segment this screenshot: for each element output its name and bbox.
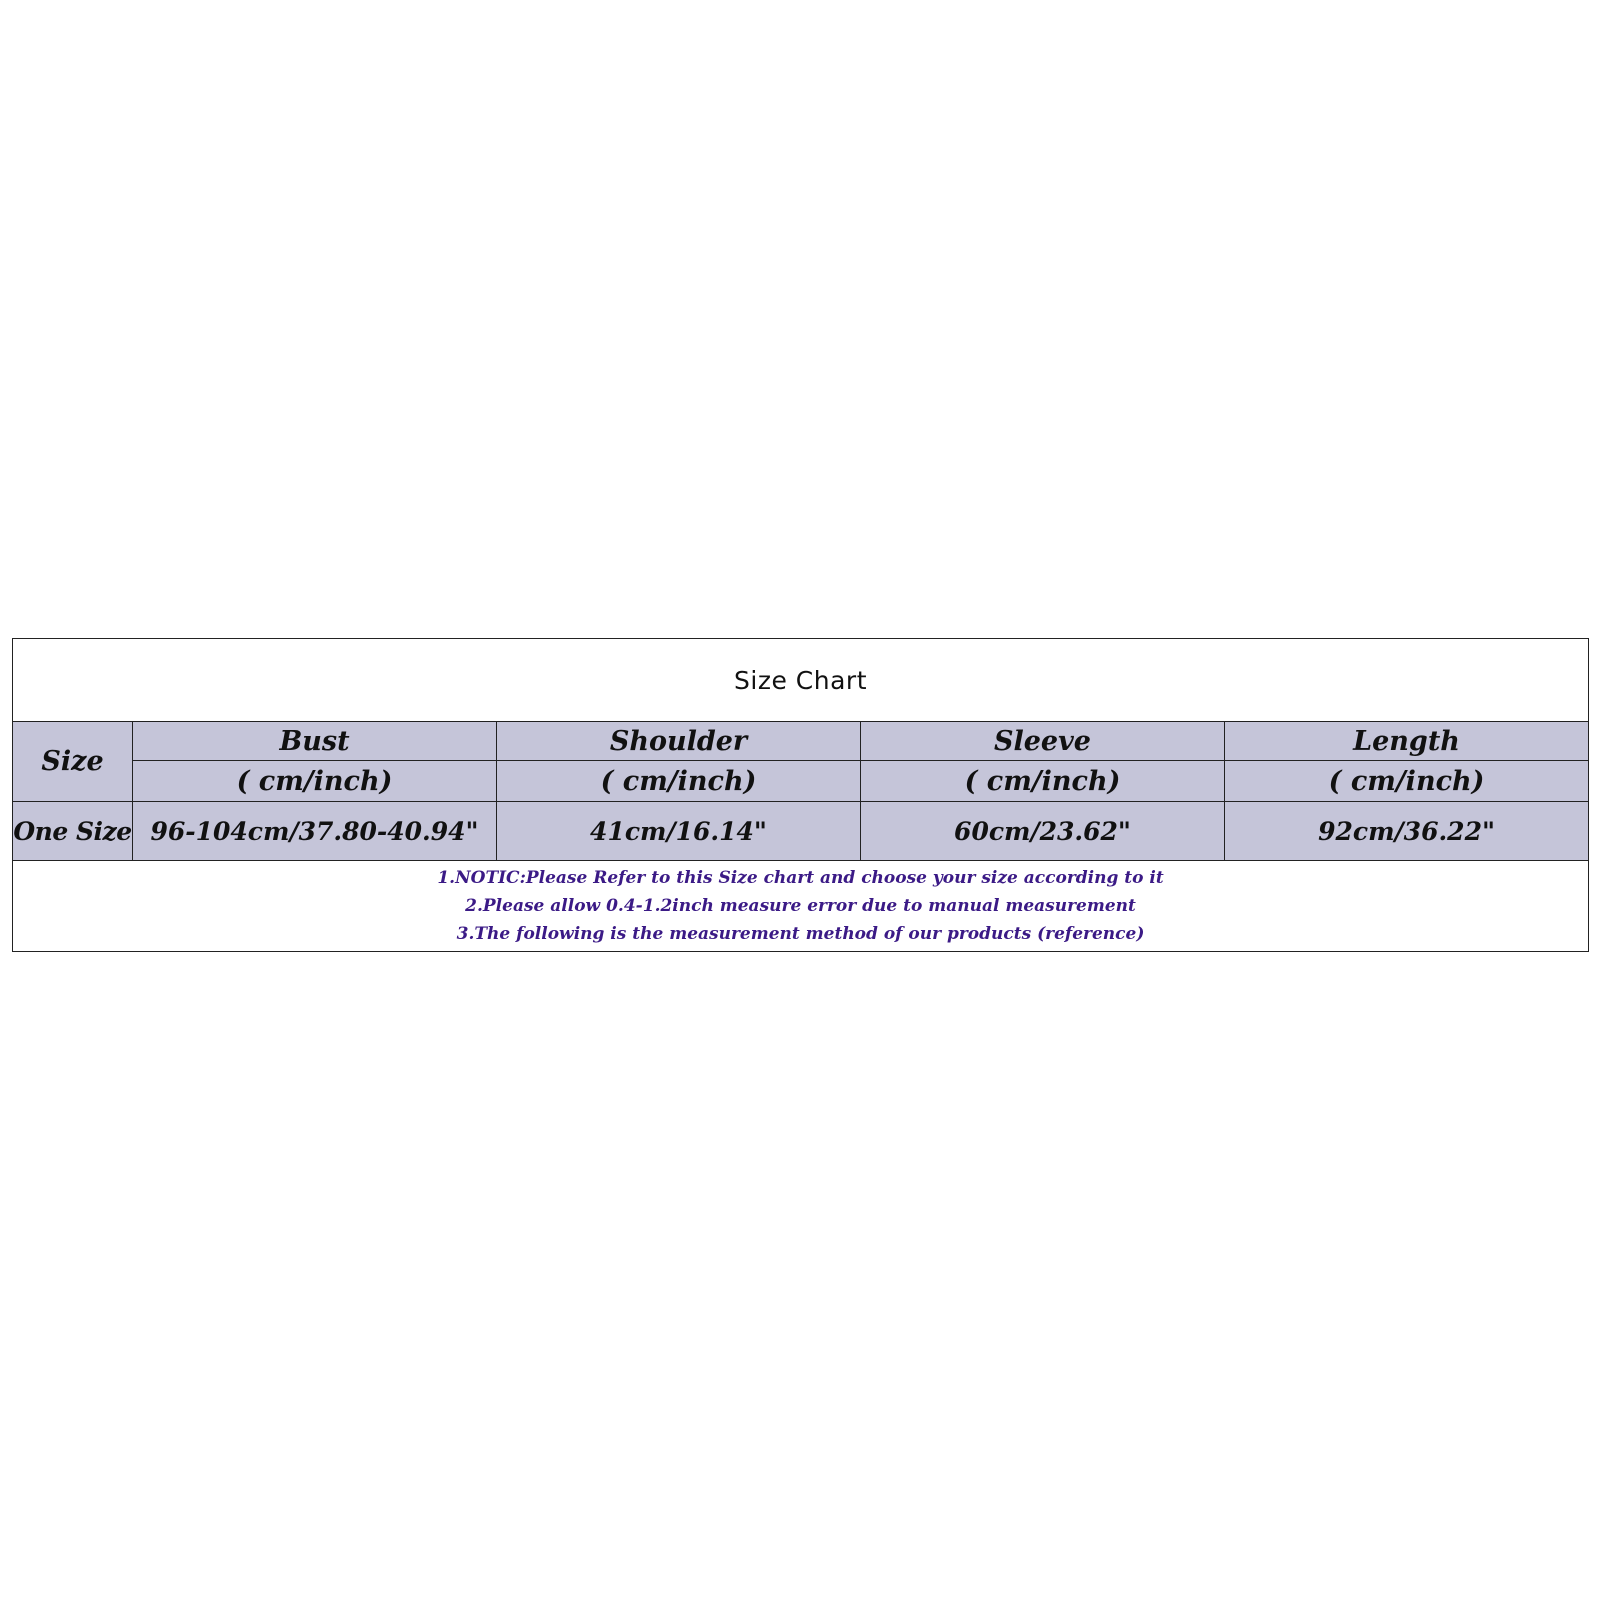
size-chart-title: Size Chart [13, 639, 1589, 722]
length-unit: ( cm/inch) [1225, 761, 1589, 802]
shoulder-value: 41cm/16.14" [497, 802, 861, 861]
size-notes [13, 861, 1589, 952]
bust-header: Bust [133, 722, 497, 761]
size-value: One Size [13, 802, 133, 861]
note-line: 3.The following is the measurement method of our products (reference) [456, 924, 1145, 944]
bust-value: 96-104cm/37.80-40.94" [133, 802, 497, 861]
note-line: 1.NOTIC:Please Refer to this Size chart and choose your size according to it [437, 868, 1164, 888]
note-line: 2.Please allow 0.4-1.2inch measure error due to manual measurement [465, 896, 1136, 916]
sleeve-value: 60cm/23.62" [861, 802, 1225, 861]
shoulder-header: Shoulder [497, 722, 861, 761]
bust-unit: ( cm/inch) [133, 761, 497, 802]
sleeve-unit: ( cm/inch) [861, 761, 1225, 802]
sleeve-header: Sleeve [861, 722, 1225, 761]
size-chart-table [12, 638, 1589, 952]
table-row [13, 802, 1589, 861]
shoulder-unit: ( cm/inch) [497, 761, 861, 802]
length-value: 92cm/36.22" [1225, 802, 1589, 861]
size-column-header: Size [13, 722, 133, 802]
length-header: Length [1225, 722, 1589, 761]
